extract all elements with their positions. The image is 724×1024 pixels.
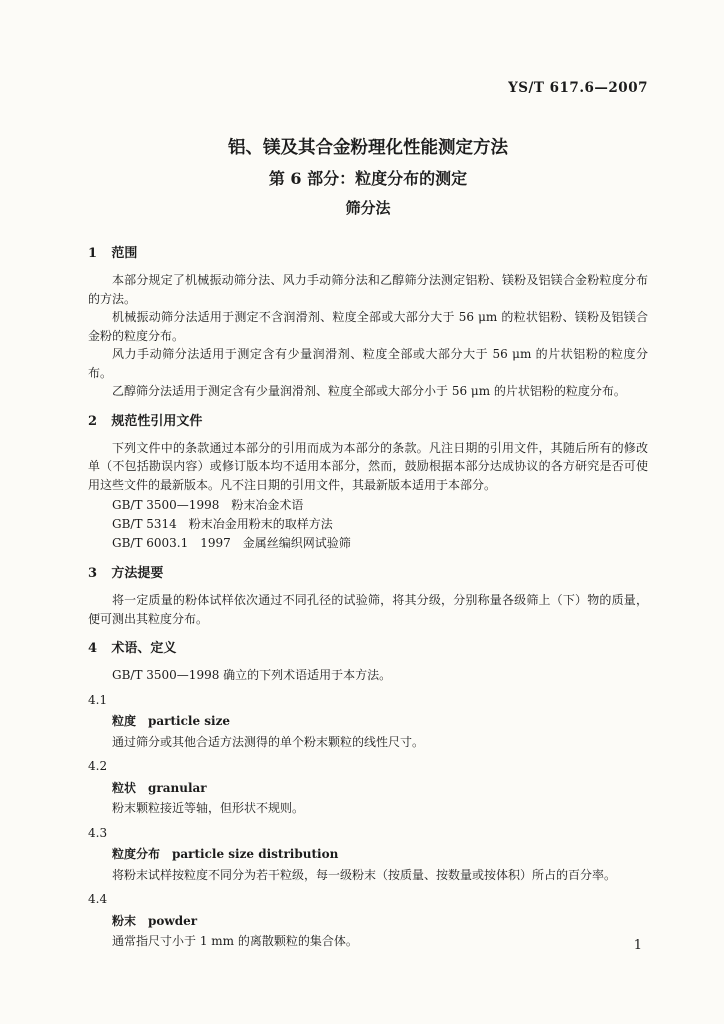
section-number: 3 bbox=[88, 566, 98, 581]
reference-list bbox=[112, 496, 648, 553]
paragraph: 机械振动筛分法适用于测定不含润滑剂、粒度全部或大部分大于 56 μm 的粒状铝粉、镁粉及铝镁合金粉的粒度分布。 bbox=[88, 310, 648, 343]
section-title: 方法提要 bbox=[111, 566, 164, 581]
document-title-block bbox=[88, 136, 648, 219]
term-block bbox=[88, 757, 648, 818]
term-number: 4.3 bbox=[88, 825, 108, 840]
paragraph: GB/T 3500—1998 确立的下列术语适用于本方法。 bbox=[112, 668, 392, 682]
term-english: particle size bbox=[148, 714, 231, 728]
section-title: 范围 bbox=[111, 246, 138, 261]
term-block bbox=[88, 691, 648, 752]
term-number: 4.1 bbox=[88, 692, 108, 707]
reference-item: GB/T 3500—1998 粉末冶金术语 bbox=[112, 498, 304, 512]
standard-number: YS/T 617.6—2007 bbox=[508, 80, 648, 96]
term-number: 4.4 bbox=[88, 892, 108, 906]
paragraph: 风力手动筛分法适用于测定含有少量润滑剂、粒度全部或大部分大于 56 μm 的片状铝粉的粒度分布。 bbox=[88, 347, 648, 380]
section-number: 2 bbox=[88, 413, 98, 429]
term-name bbox=[112, 912, 648, 931]
term-english: powder bbox=[148, 913, 198, 928]
title-line-2: 第 6 部分：粒度分布的测定 bbox=[268, 169, 468, 188]
section-heading-terms-definitions bbox=[88, 640, 648, 658]
section-heading-method-summary bbox=[88, 565, 648, 583]
section-title: 规范性引用文件 bbox=[111, 413, 203, 429]
paragraph: 乙醇筛分法适用于测定含有少量润滑剂、粒度全部或大部分小于 56 μm 的片状铝粉的粒度分布。 bbox=[112, 384, 626, 398]
term-chinese: 粉末 bbox=[112, 913, 137, 928]
term-chinese: 粒度分布 bbox=[112, 847, 161, 861]
term-definition: 将粉末试样按粒度不同分为若干粒级，每一级粉末（按质量、按数量或按体积）所占的百分率。 bbox=[112, 867, 617, 882]
term-chinese: 粒度 bbox=[112, 714, 137, 728]
paragraph: 将一定质量的粉体试样依次通过不同孔径的试验筛，将其分级，分别称量各级筛上（下）物的质量，便可测出其粒度分布。 bbox=[88, 593, 648, 626]
section-heading-scope bbox=[88, 245, 648, 263]
title-line-3: 筛分法 bbox=[345, 199, 391, 217]
term-definition: 粉末颗粒接近等轴，但形状不规则。 bbox=[112, 801, 305, 815]
term-chinese: 粒状 bbox=[112, 780, 137, 795]
section-title: 术语、定义 bbox=[111, 641, 177, 656]
term-definition: 通过筛分或其他合适方法测得的单个粉末颗粒的线性尺寸。 bbox=[112, 734, 425, 749]
term-number: 4.2 bbox=[88, 759, 108, 773]
term-definition: 通常指尺寸小于 1 mm 的离散颗粒的集合体。 bbox=[112, 934, 358, 948]
term-english: particle size distribution bbox=[172, 847, 339, 861]
page-number: 1 bbox=[633, 938, 642, 953]
term-name bbox=[112, 845, 648, 864]
reference-item: GB/T 6003.1 1997 金属丝编织网试验筛 bbox=[112, 536, 351, 550]
paragraph: 下列文件中的条款通过本部分的引用而成为本部分的条款。凡注日期的引用文件，其随后所有的修改单（不包括勘误内容）或修订版本均不适用本部分，然而，鼓励根据本部分达成协议的各方研究是否可使用这些文件的最新版本。凡不注日期的引用文件，其最新版本适用于本部分。 bbox=[88, 440, 648, 492]
section-number: 4 bbox=[88, 641, 98, 656]
paragraph: 本部分规定了机械振动筛分法、风力手动筛分法和乙醇筛分法测定铝粉、镁粉及铝镁合金粉粒度分布的方法。 bbox=[88, 273, 648, 306]
title-line-1: 铝、镁及其合金粉理化性能测定方法 bbox=[228, 138, 508, 158]
reference-item: GB/T 5314 粉末冶金用粉末的取样方法 bbox=[112, 517, 333, 531]
term-block bbox=[88, 824, 648, 885]
section-heading-normative-references bbox=[88, 413, 648, 431]
term-name bbox=[112, 712, 648, 731]
term-name bbox=[112, 779, 648, 798]
term-block bbox=[88, 890, 648, 951]
section-number: 1 bbox=[88, 246, 98, 261]
term-english: granular bbox=[148, 780, 207, 795]
